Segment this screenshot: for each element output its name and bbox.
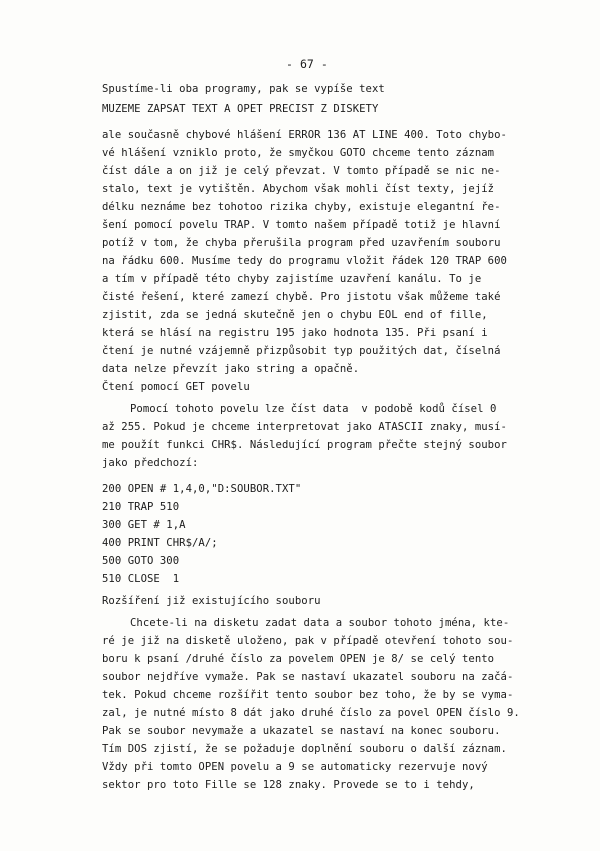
text-line: ré je již na disketě uloženo, pak v případě otevření tohoto sou-	[102, 635, 514, 647]
text-line: sektor pro toto Fille se 128 znaky. Provede se to i tehdy,	[102, 779, 475, 791]
text-line: šení pomocí povelu TRAP. V tomto našem případě totiž je hlavní	[102, 219, 501, 231]
text-line: délku neznáme bez tohotoo rizika chyby, existuje elegantní ře-	[102, 201, 501, 213]
text-line: 510 CLOSE 1	[102, 573, 180, 585]
text-line: Rozšíření již existujícího souboru	[102, 595, 321, 607]
text-line: Pak se soubor nevymaže a ukazatel se nastaví na konec souboru.	[102, 725, 501, 737]
text-line: až 255. Pokud je chceme interpretovat jako ATASCII znaky, musí-	[102, 421, 507, 433]
text-line: soubor nejdříve vymaže. Pak se nastaví ukazatel souboru na začá-	[102, 671, 514, 683]
text-line: čtení je nutné vzájemně přizpůsobit typ použitých dat, číselná	[102, 345, 501, 357]
text-line: Spustíme-li oba programy, pak se vypíše text	[102, 83, 385, 95]
text-line: Čtení pomocí GET povelu	[102, 381, 250, 393]
text-line: Tím DOS zjistí, že se požaduje doplnění souboru o další záznam.	[102, 743, 507, 755]
text-line: 400 PRINT CHR$/A/;	[102, 537, 218, 549]
text-line: 500 GOTO 300	[102, 555, 180, 567]
text-line: 200 OPEN # 1,4,0,"D:SOUBOR.TXT"	[102, 483, 302, 495]
text-line: zjistit, zda se jedná skutečně jen o chybu EOL end of fille,	[102, 309, 488, 321]
text-line: potíž v tom, že chyba přerušila program před uzavřením souboru	[102, 237, 501, 249]
text-line: která se hlásí na registru 195 jako hodnota 135. Při psaní i	[102, 327, 488, 339]
text-line: číst dále a on již je celý převzat. V tomto případě se nic ne-	[102, 165, 501, 177]
text-line: ale současně chybové hlášení ERROR 136 AT LINE 400. Toto chybo-	[102, 129, 507, 141]
page-number: - 67 -	[286, 57, 328, 71]
text-line: MUZEME ZAPSAT TEXT A OPET PRECIST Z DISKETY	[102, 103, 379, 115]
text-line: Pomocí tohoto povelu lze číst data v podobě kodů čísel 0	[130, 403, 497, 415]
text-line: tek. Pokud chceme rozšířit tento soubor bez toho, že by se vyma-	[102, 689, 514, 701]
text-line: me použít funkci CHR$. Následující program přečte stejný soubor	[102, 439, 507, 451]
text-line: 300 GET # 1,A	[102, 519, 186, 531]
text-line: vé hlášení vzniklo proto, že smyčkou GOTO chceme tento záznam	[102, 147, 495, 159]
text-line: Chcete-li na disketu zadat data a soubor tohoto jména, kte-	[130, 617, 510, 629]
text-line: jako předchozí:	[102, 457, 199, 469]
text-line: 210 TRAP 510	[102, 501, 180, 513]
text-line: boru k psaní /druhé číslo za povelem OPEN je 8/ se celý tento	[102, 653, 495, 665]
text-line: Vždy při tomto OPEN povelu a 9 se automaticky rezervuje nový	[102, 761, 488, 773]
text-line: a tím v případě této chyby zajistíme uzavření kanálu. To je	[102, 273, 482, 285]
text-line: stalo, text je vytištěn. Abychom však mohli číst texty, jejíž	[102, 183, 495, 195]
text-line: na řádku 600. Musíme tedy do programu vložit řádek 120 TRAP 600	[102, 255, 507, 267]
text-line: data nelze převzít jako string a opačně.	[102, 363, 360, 375]
text-line: čisté řešení, které zamezí chybě. Pro jistotu však můžeme také	[102, 291, 501, 303]
text-line: zal, je nutné místo 8 dát jako druhé číslo za povel OPEN číslo 9.	[102, 707, 520, 719]
